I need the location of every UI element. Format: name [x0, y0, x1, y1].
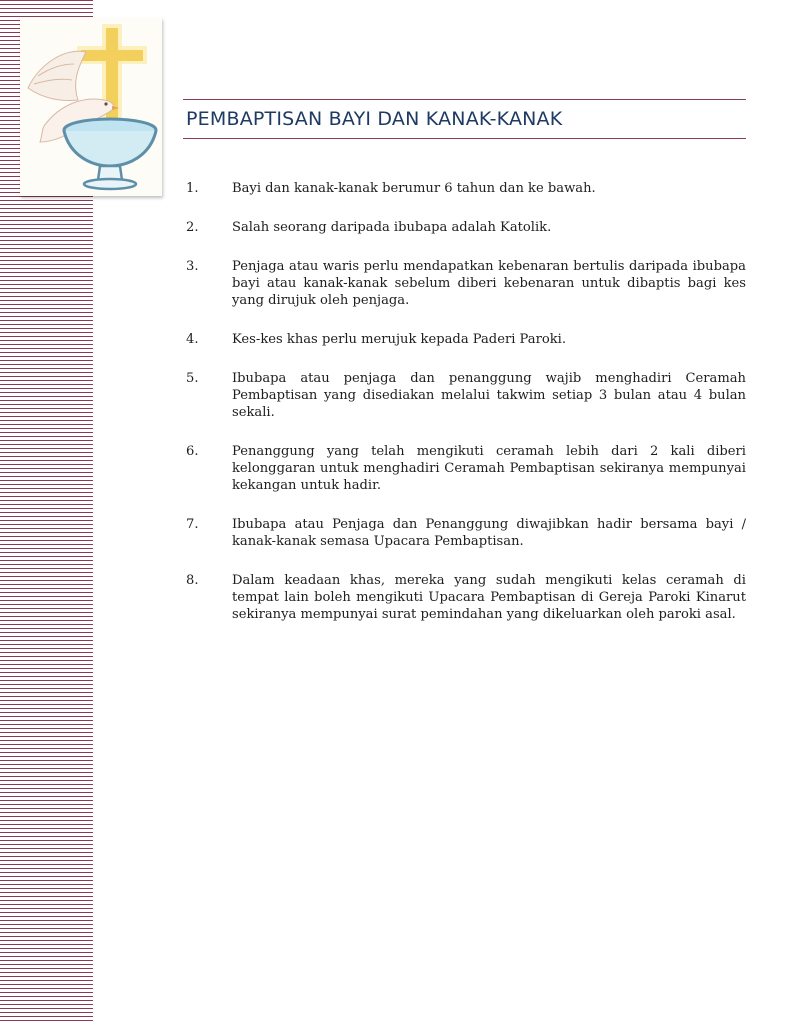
list-item-text: Bayi dan kanak-kanak berumur 6 tahun dan ke bawah.	[232, 181, 596, 196]
list-item-text: Salah seorang daripada ibubapa adalah Katolik.	[232, 220, 552, 235]
list-item-text: Ibubapa atau Penjaga dan Penanggung diwajibkan hadir bersama bayi / kanak-kanak semasa Upacara Pembaptisan.	[232, 517, 746, 549]
list-item	[186, 370, 746, 421]
list-item-number: 2.	[186, 220, 199, 235]
list-item-number: 7.	[186, 517, 199, 532]
list-item-text: Penjaga atau waris perlu mendapatkan kebenaran bertulis daripada ibubapa bayi atau kanak-kanak sebelum diberi kebenaran untuk dibaptis bagi kes yang dirujuk oleh penjaga.	[232, 259, 746, 308]
title-rule-bottom	[183, 138, 746, 139]
list-item-number: 6.	[186, 444, 199, 459]
list-item-text: Dalam keadaan khas, mereka yang sudah mengikuti kelas ceramah di tempat lain boleh mengikuti Upacara Pembaptisan di Gereja Paroki Kinarut sekiranya mempunyai surat pemindahan yang dikeluarkan oleh paroki asal.	[232, 573, 746, 622]
list-item	[186, 331, 746, 348]
list-item-number: 3.	[186, 259, 199, 274]
list-item	[186, 572, 746, 623]
requirements-list	[186, 180, 746, 623]
page-title: PEMBAPTISAN BAYI DAN KANAK-KANAK	[186, 108, 563, 130]
list-item-text: Penanggung yang telah mengikuti ceramah lebih dari 2 kali diberi kelonggaran untuk menghadiri Ceramah Pembaptisan sekiranya mempunyai kekangan untuk hadir.	[232, 444, 746, 493]
title-rule-top	[183, 99, 746, 100]
list-item	[186, 219, 746, 236]
list-item	[186, 443, 746, 494]
list-item	[186, 516, 746, 550]
list-item-text: Kes-kes khas perlu merujuk kepada Paderi Paroki.	[232, 332, 567, 347]
list-item	[186, 180, 746, 197]
list-item-number: 5.	[186, 371, 199, 386]
list-item-number: 8.	[186, 573, 199, 588]
list-item-text: Ibubapa atau penjaga dan penanggung wajib menghadiri Ceramah Pembaptisan yang disediakan melalui takwim setiap 3 bulan atau 4 bulan sekali.	[232, 371, 746, 420]
list-item-number: 1.	[186, 181, 199, 196]
baptism-emblem-icon	[20, 18, 162, 196]
list-item	[186, 258, 746, 309]
list-item-number: 4.	[186, 332, 199, 347]
